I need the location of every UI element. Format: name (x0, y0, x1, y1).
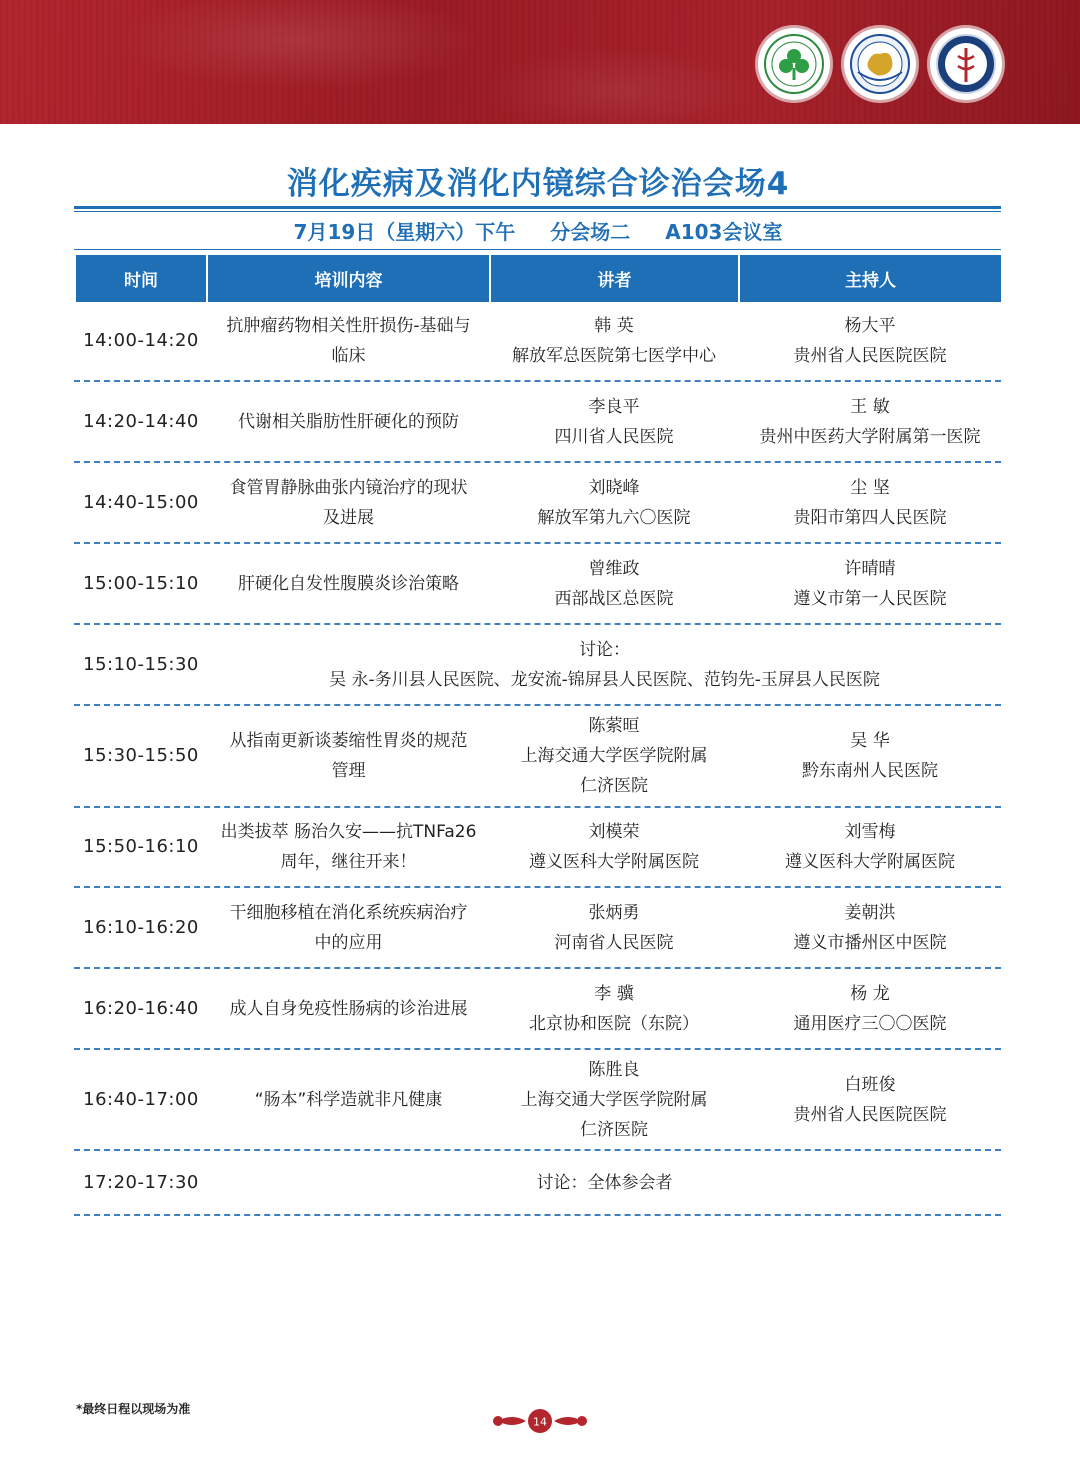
header-topic: 培训内容 (208, 255, 489, 302)
row-host (739, 898, 1001, 958)
row-time: 14:40-15:00 (83, 491, 199, 513)
row-speaker (489, 311, 739, 371)
row-speaker (489, 1055, 739, 1145)
row-discussion-line: 讨论： (579, 639, 630, 660)
row-host-line: 刘雪梅 (844, 822, 896, 842)
row-topic-line: “肠本”科学造就非凡健康 (254, 1089, 443, 1110)
row-time: 16:20-16:40 (83, 997, 199, 1019)
header-banner (0, 0, 1080, 124)
row-topic-line: 干细胞移植在消化系统疾病治疗 (229, 902, 468, 923)
row-topic (208, 994, 489, 1024)
table-header (76, 255, 1001, 302)
row-time: 15:30-15:50 (83, 745, 199, 766)
row-speaker-line: 解放军第九六〇医院 (537, 507, 691, 528)
header-speaker: 讲者 (491, 255, 738, 302)
row-speaker (489, 898, 739, 958)
row-speaker-line: 陈萦晅 (588, 716, 640, 736)
table-row (74, 625, 1001, 706)
table-row (74, 808, 1001, 888)
row-time: 16:10-16:20 (83, 916, 199, 938)
row-speaker-line: 韩 英 (594, 316, 634, 336)
row-discussion-line: 吴 永-务川县人民医院、龙安流-锦屏县人民医院、范钧先-玉屏县人民医院 (329, 669, 880, 690)
row-host (739, 817, 1001, 877)
row-host (739, 1070, 1001, 1130)
row-discussion-line: 讨论：全体参会者 (536, 1172, 673, 1193)
row-topic-line: 从指南更新谈萎缩性胃炎的规范 (229, 731, 468, 751)
row-time: 15:00-15:10 (83, 572, 199, 594)
logo-group (758, 28, 1002, 100)
table-row (74, 969, 1001, 1050)
row-speaker (489, 711, 739, 801)
province-map-logo (844, 28, 916, 100)
row-host-line: 黔东南州人民医院 (802, 761, 938, 781)
row-topic (208, 569, 489, 599)
subtitle-divider (74, 249, 1001, 250)
row-time: 14:00-14:20 (83, 330, 199, 351)
row-speaker-line: 李 骥 (594, 983, 634, 1004)
row-speaker-line: 陈胜良 (588, 1059, 640, 1080)
row-host-line: 杨大平 (844, 316, 896, 336)
row-host-line: 遵义市第一人民医院 (793, 588, 947, 609)
table-row (74, 888, 1001, 969)
row-host-line: 尘 坚 (850, 477, 890, 498)
row-host (739, 392, 1001, 452)
row-host-line: 王 敏 (850, 396, 890, 417)
session-subtitle (0, 216, 1076, 245)
row-time: 16:40-17:00 (83, 1088, 199, 1110)
row-host-line: 遵义市播州区中医院 (793, 932, 947, 953)
table-row (74, 706, 1001, 808)
header-time: 时间 (76, 255, 206, 302)
row-speaker-line: 刘晓峰 (588, 477, 640, 498)
row-host-line: 遵义医科大学附属医院 (785, 852, 955, 872)
page-title: 消化疾病及消化内镜综合诊治会场4 (286, 166, 790, 202)
schedule-table-body (74, 302, 1001, 1216)
row-topic-line: 管理 (331, 761, 366, 781)
row-host-line: 贵州省人民医院医院 (793, 1104, 947, 1125)
row-time: 14:20-14:40 (83, 410, 199, 432)
row-speaker-line: 仁济医院 (580, 776, 648, 796)
row-host-line: 通用医疗三〇〇医院 (793, 1013, 947, 1034)
session-venue: 分会场二 (550, 220, 631, 244)
row-discussion (208, 1168, 1001, 1198)
row-speaker-line: 李良平 (588, 396, 640, 417)
row-host-line: 姜朝洪 (844, 902, 896, 923)
row-time: 15:50-16:10 (83, 836, 199, 857)
row-speaker-line: 上海交通大学医学院附属 (520, 746, 708, 766)
row-topic (208, 898, 489, 958)
session-date: 7月19日（星期六）下午 (293, 220, 516, 244)
table-row (74, 1050, 1001, 1151)
row-speaker-line: 河南省人民医院 (554, 932, 674, 953)
row-topic-line: 抗肿瘤药物相关性肝损伤-基础与 (226, 316, 471, 336)
row-speaker (489, 554, 739, 614)
page-number-badge (492, 1408, 588, 1434)
row-speaker-line: 北京协和医院（东院） (529, 1013, 699, 1034)
row-topic (208, 817, 489, 877)
table-row (74, 382, 1001, 463)
row-topic-line: 临床 (331, 346, 366, 366)
row-topic-line: 出类拔萃 肠治久安——抗TNFa26 (220, 822, 477, 842)
row-host (739, 979, 1001, 1039)
row-host-line: 杨 龙 (850, 983, 890, 1004)
table-row (74, 544, 1001, 625)
row-topic-line: 中的应用 (314, 932, 383, 953)
row-topic (208, 311, 489, 371)
row-speaker-line: 遵义医科大学附属医院 (529, 852, 699, 872)
row-topic-line: 肝硬化自发性腹膜炎诊治策略 (238, 573, 459, 594)
row-time: 15:10-15:30 (83, 653, 199, 675)
row-speaker-line: 西部战区总医院 (554, 588, 674, 609)
row-speaker-line: 解放军总医院第七医学中心 (512, 346, 716, 366)
row-host-line: 贵阳市第四人民医院 (793, 507, 947, 528)
row-topic-line: 周年，继往开来！ (280, 852, 417, 872)
session-room: A103会议室 (665, 220, 783, 244)
row-speaker (489, 392, 739, 452)
clover-association-logo (758, 28, 830, 100)
page-number: 14 (533, 1415, 547, 1429)
row-host (739, 726, 1001, 786)
row-host-line: 贵州省人民医院医院 (793, 346, 947, 366)
footnote: *最终日程以现场为准 (76, 1402, 191, 1416)
row-topic-line: 代谢相关脂肪性肝硬化的预防 (238, 411, 459, 432)
row-host-line: 贵州中医药大学附属第一医院 (759, 426, 981, 447)
title-divider (74, 206, 1001, 212)
row-speaker-line: 刘模荣 (588, 822, 640, 842)
table-row (74, 302, 1001, 382)
row-topic (208, 407, 489, 437)
table-row (74, 1151, 1001, 1216)
row-speaker-line: 曾维政 (588, 558, 640, 579)
row-speaker-line: 上海交通大学医学院附属 (520, 1089, 708, 1110)
row-speaker (489, 473, 739, 533)
row-topic (208, 473, 489, 533)
row-speaker (489, 817, 739, 877)
row-host (739, 554, 1001, 614)
row-speaker-line: 仁济医院 (580, 1119, 648, 1140)
header-host: 主持人 (740, 255, 1001, 302)
row-host (739, 473, 1001, 533)
row-topic (208, 726, 489, 786)
row-topic-line: 成人自身免疫性肠病的诊治进展 (229, 998, 468, 1019)
row-time: 17:20-17:30 (83, 1171, 199, 1193)
row-discussion (208, 635, 1001, 695)
row-speaker-line: 张炳勇 (588, 902, 640, 923)
row-host-line: 白班俊 (844, 1074, 896, 1095)
row-host-line: 吴 华 (850, 731, 890, 751)
medical-caduceus-logo (930, 28, 1002, 100)
row-speaker (489, 979, 739, 1039)
row-host (739, 311, 1001, 371)
row-host-line: 许晴晴 (844, 558, 896, 579)
row-topic-line: 及进展 (323, 507, 374, 528)
row-topic (208, 1085, 489, 1115)
row-topic-line: 食管胃静脉曲张内镜治疗的现状 (229, 477, 468, 498)
table-row (74, 463, 1001, 544)
row-speaker-line: 四川省人民医院 (554, 426, 674, 447)
